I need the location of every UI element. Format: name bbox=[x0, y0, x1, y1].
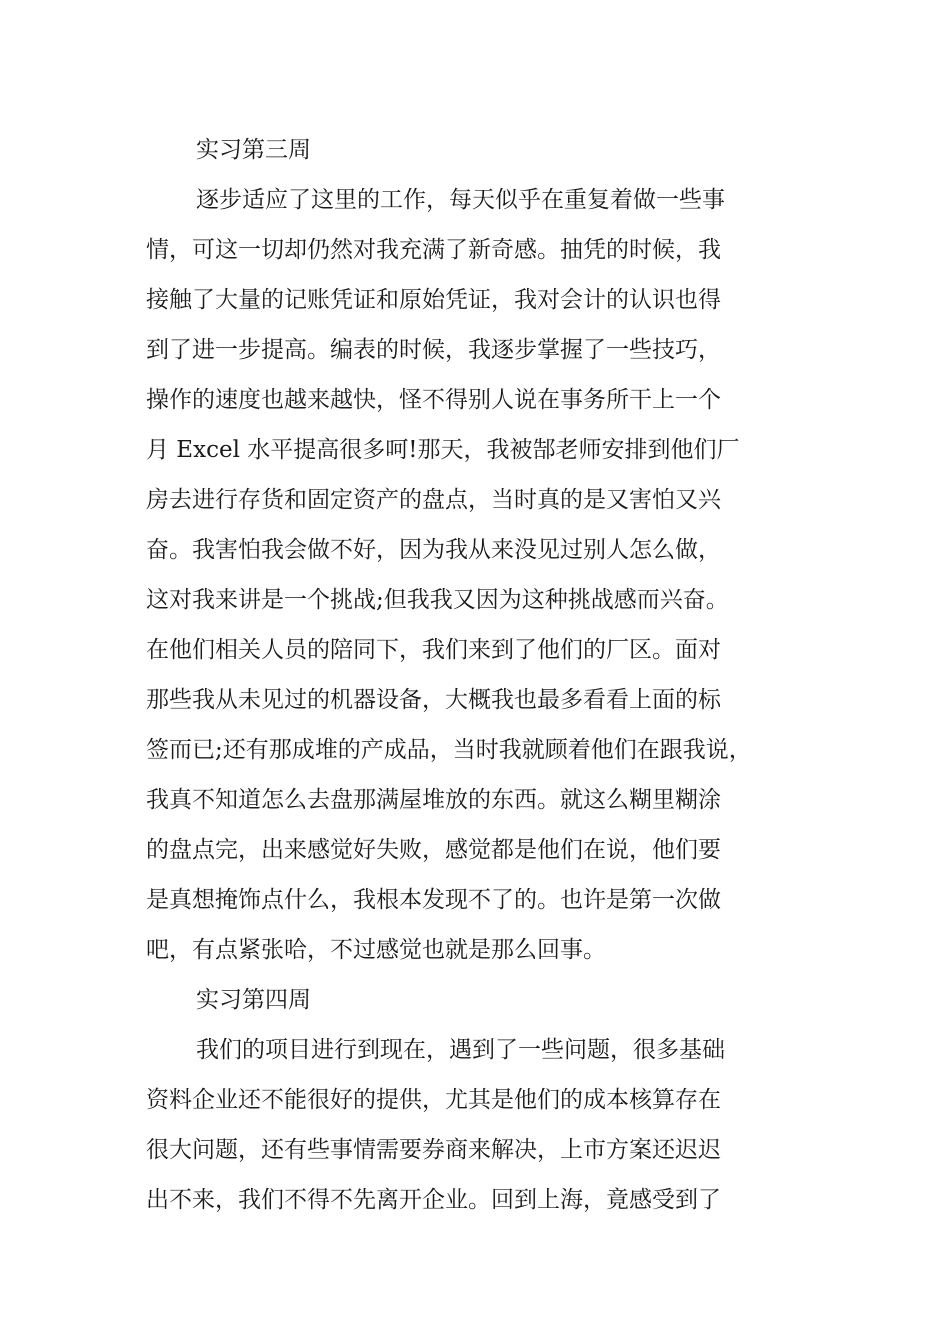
paragraph-line: 吧，有点紧张哈，不过感觉也就是那么回事。 bbox=[146, 937, 606, 963]
paragraph-line: 月 Excel 水平提高很多呵!那天，我被郜老师安排到他们厂 bbox=[146, 437, 740, 463]
paragraph-line: 的盘点完，出来感觉好失败，感觉都是他们在说，他们要 bbox=[146, 837, 721, 863]
paragraph-line: 那些我从未见过的机器设备，大概我也最多看看上面的标 bbox=[146, 687, 721, 713]
document-body bbox=[146, 125, 816, 1225]
paragraph-line: 奋。我害怕我会做不好，因为我从来没见过别人怎么做， bbox=[146, 537, 721, 563]
paragraph-line: 到了进一步提高。编表的时候，我逐步掌握了一些技巧， bbox=[146, 337, 721, 363]
paragraph-line: 是真想掩饰点什么，我根本发现不了的。也许是第一次做 bbox=[146, 887, 721, 913]
paragraph-line: 很大问题，还有些事情需要券商来解决，上市方案还迟迟 bbox=[146, 1137, 721, 1163]
heading-week-four: 实习第四周 bbox=[196, 987, 311, 1013]
paragraph-line: 这对我来讲是一个挑战;但我我又因为这种挑战感而兴奋。 bbox=[146, 587, 729, 613]
paragraph-line: 我们的项目进行到现在，遇到了一些问题，很多基础 bbox=[196, 1037, 725, 1063]
paragraph-line: 我真不知道怎么去盘那满屋堆放的东西。就这么糊里糊涂 bbox=[146, 787, 721, 813]
paragraph-line: 逐步适应了这里的工作，每天似乎在重复着做一些事 bbox=[196, 187, 725, 213]
paragraph-line: 在他们相关人员的陪同下，我们来到了他们的厂区。面对 bbox=[146, 637, 721, 663]
paragraph-line: 资料企业还不能很好的提供，尤其是他们的成本核算存在 bbox=[146, 1087, 721, 1113]
paragraph-line: 签而已;还有那成堆的产成品，当时我就顾着他们在跟我说， bbox=[146, 737, 752, 763]
paragraph-line: 情，可这一切却仍然对我充满了新奇感。抽凭的时候，我 bbox=[146, 237, 721, 263]
paragraph-line: 操作的速度也越来越快，怪不得别人说在事务所干上一个 bbox=[146, 387, 721, 413]
paragraph-line: 接触了大量的记账凭证和原始凭证，我对会计的认识也得 bbox=[146, 287, 721, 313]
paragraph-line: 出不来，我们不得不先离开企业。回到上海，竟感受到了 bbox=[146, 1187, 721, 1213]
paragraph-line: 房去进行存货和固定资产的盘点，当时真的是又害怕又兴 bbox=[146, 487, 721, 513]
heading-week-three: 实习第三周 bbox=[196, 137, 311, 163]
